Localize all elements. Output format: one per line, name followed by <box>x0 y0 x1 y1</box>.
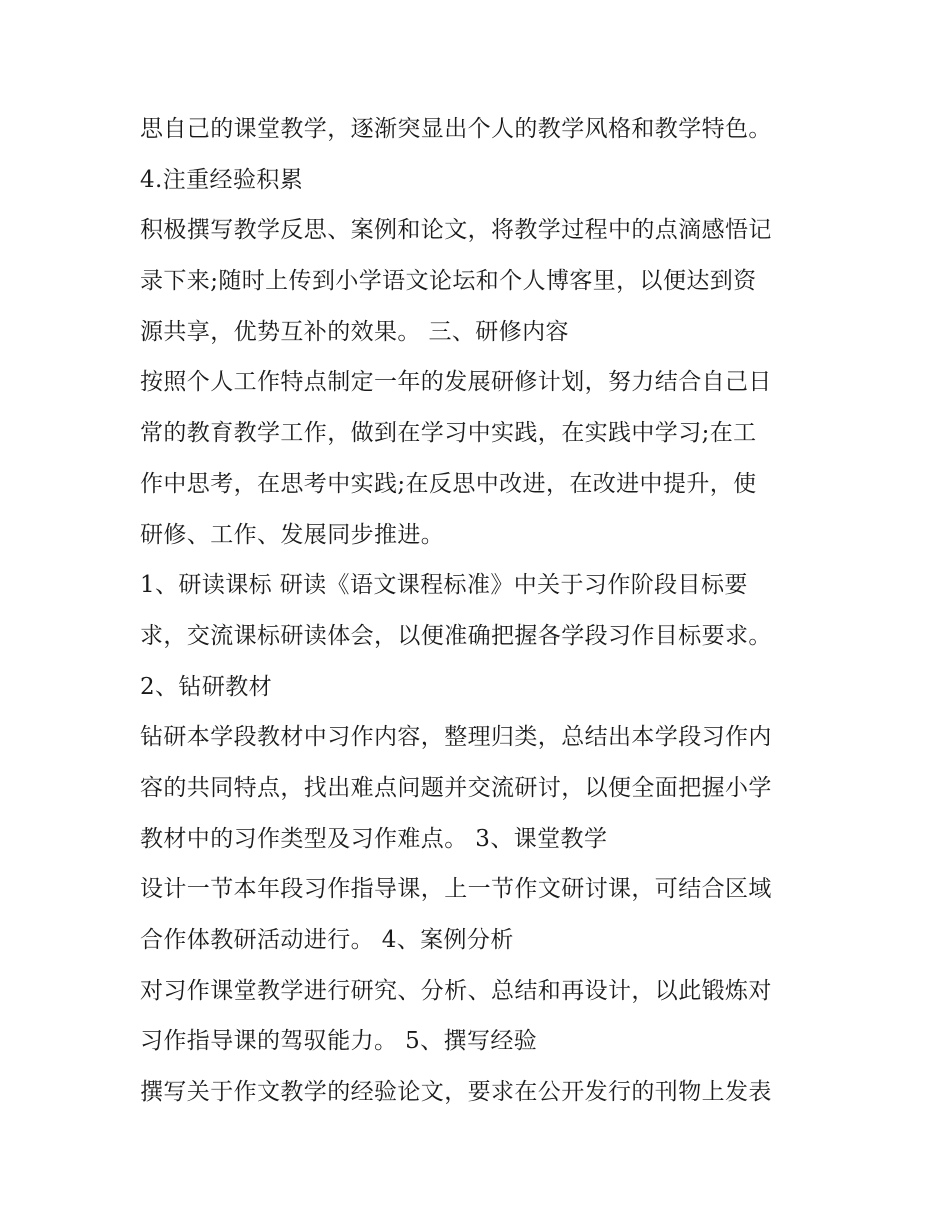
section-heading: 2、钻研教材 <box>140 673 273 700</box>
text-line: 研修、工作、发展同步推进。 <box>140 521 445 548</box>
text-line: 合作体教研活动进行。 4、案例分析 <box>140 927 514 953</box>
text-line: 作中思考，在思考中实践;在反思中改进，在改进中提升，使 <box>140 470 757 497</box>
text-line: 钻研本学段教材中习作内容，整理归类，总结出本学段习作内 <box>140 724 772 751</box>
text-line: 设计一节本年段习作指导课，上一节作文研讨课，可结合区域 <box>140 876 772 903</box>
text-line: 求，交流课标研读体会，以便准确把握各学段习作目标要求。 <box>140 622 772 649</box>
text-line: 源共享，优势互补的效果。 三、研修内容 <box>140 318 569 345</box>
text-line: 积极撰写教学反思、案例和论文，将教学过程中的点滴感悟记 <box>140 217 772 244</box>
text-line: 按照个人工作特点制定一年的发展研修计划，努力结合自己日 <box>140 369 772 396</box>
document-body <box>140 104 830 1118</box>
text-line: 思自己的课堂教学，逐渐突显出个人的教学风格和教学特色。 <box>140 116 772 142</box>
text-line: 对习作课堂教学进行研究、分析、总结和再设计，以此锻炼对 <box>140 977 772 1004</box>
text-line: 常的教育教学工作，做到在学习中实践，在实践中学习;在工 <box>140 420 757 447</box>
text-line: 1、研读课标 研读《语文课程标准》中关于习作阶段目标要 <box>140 572 748 599</box>
text-line: 录下来;随时上传到小学语文论坛和个人博客里，以便达到资 <box>140 268 757 295</box>
text-line: 习作指导课的驾驭能力。 5、撰写经验 <box>140 1028 538 1055</box>
text-line: 容的共同特点，找出难点问题并交流研讨，以便全面把握小学 <box>140 774 772 801</box>
text-line: 教材中的习作类型及习作难点。 3、课堂教学 <box>140 825 608 852</box>
section-heading: 4.注重经验积累 <box>140 166 304 193</box>
text-line: 撰写关于作文教学的经验论文，要求在公开发行的刊物上发表 <box>140 1079 772 1106</box>
